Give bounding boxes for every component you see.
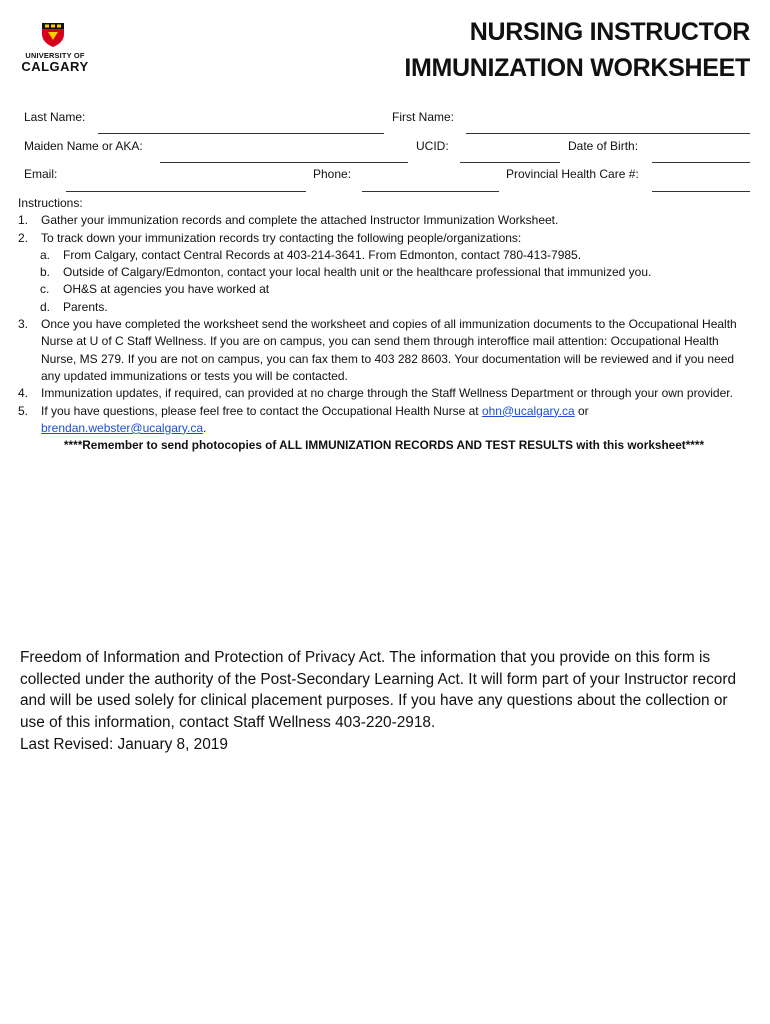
item-number: 2. — [18, 230, 29, 245]
instruction-subitem — [18, 264, 750, 281]
instruction-item — [18, 230, 750, 247]
item-number: 1. — [18, 213, 29, 228]
item-text: To track down your immunization records try contacting the following people/organizations: — [41, 230, 522, 245]
subitem-letter: c. — [40, 282, 50, 297]
item-number: 4. — [18, 386, 29, 401]
item-text: If you have questions, please feel free to contact the Occupational Health Nurse at — [41, 403, 479, 418]
subitem-text: From Calgary, contact Central Records at 403-214-3641. From Edmonton, contact 780-413-7985. — [63, 247, 582, 262]
phone-field[interactable] — [362, 191, 499, 192]
university-logo — [20, 22, 90, 74]
ucid-field[interactable] — [460, 162, 560, 163]
subitem-letter: d. — [40, 299, 51, 314]
item-text-or: or — [577, 403, 589, 418]
last-name-field[interactable] — [98, 133, 384, 134]
last-revised: Last Revised: January 8, 2019 — [20, 735, 228, 753]
privacy-statement — [20, 647, 750, 756]
title-line1: NURSING INSTRUCTOR — [469, 18, 750, 46]
logo-text-line2: CALGARY — [21, 59, 89, 74]
first-name-field[interactable] — [466, 133, 750, 134]
maiden-name-field[interactable] — [160, 162, 408, 163]
page-title — [404, 14, 750, 86]
title-line2: IMMUNIZATION WORKSHEET — [404, 54, 750, 82]
instruction-subitem — [18, 281, 750, 298]
ohn-email-link[interactable]: ohn@ucalgary.ca — [481, 403, 575, 418]
date-of-birth-label: Date of Birth: — [568, 139, 639, 153]
item-number: 3. — [18, 317, 29, 332]
last-name-label: Last Name: — [24, 110, 86, 124]
item-text: Once you have completed the worksheet send the worksheet and copies of all immunization documents to the Occupational Health Nurse at U of C Staff Wellness. If you are on campus, you can send them through interoffice mail attention: Occupational Health Nurse, MS 279. If you are not on campus, you can fax them to 403 282 8603. Your documentation will be reviewed and if you need any updated immunizations or tests you will be contacted. — [41, 317, 737, 383]
date-of-birth-field[interactable] — [652, 162, 750, 163]
first-name-label: First Name: — [392, 110, 455, 124]
instruction-item — [18, 212, 750, 229]
subitem-letter: b. — [40, 265, 51, 280]
item-text: Gather your immunization records and complete the attached Instructor Immunization Worksheet. — [41, 213, 559, 228]
crest-icon — [41, 22, 65, 48]
subitem-text: Outside of Calgary/Edmonton, contact your local health unit or the healthcare professional that immunized you. — [63, 265, 652, 280]
health-care-label: Provincial Health Care #: — [506, 167, 639, 181]
instructions-heading: Instructions: — [18, 196, 83, 210]
subitem-text: Parents. — [63, 299, 108, 314]
instruction-item — [18, 403, 750, 438]
subitem-letter: a. — [40, 247, 51, 262]
instruction-subitem — [18, 247, 750, 264]
maiden-name-label: Maiden Name or AKA: — [24, 139, 143, 153]
privacy-text: Freedom of Information and Protection of Privacy Act. The information that you provide on this form is collected under the authority of the Post-Secondary Learning Act. It will form part of your Instructor record and will be used solely for clinical placement purposes. If you have any questions about the collection or use of this information, contact Staff Wellness 403-220-2918. — [20, 649, 737, 732]
ucid-label: UCID: — [416, 139, 449, 153]
instruction-subitem — [18, 299, 750, 316]
phone-label: Phone: — [313, 167, 352, 181]
subitem-text: OH&S at agencies you have worked at — [63, 282, 270, 297]
item-text-end: . — [203, 420, 207, 435]
brendan-email-link[interactable]: brendan.webster@ucalgary.ca — [41, 420, 204, 435]
email-label: Email: — [24, 167, 58, 181]
logo-text-line1: UNIVERSITY OF — [25, 51, 85, 60]
instructions-block — [18, 195, 750, 454]
instruction-item — [18, 316, 750, 385]
instruction-item — [18, 385, 750, 402]
email-field[interactable] — [66, 191, 306, 192]
item-text: Immunization updates, if required, can provided at no charge through the Staff Wellness Department or through your own provider. — [41, 386, 733, 401]
item-number: 5. — [18, 403, 29, 418]
health-care-field[interactable] — [652, 191, 750, 192]
reminder-note: ****Remember to send photocopies of ALL IMMUNIZATION RECORDS AND TEST RESULTS with this worksheet**** — [63, 438, 705, 453]
